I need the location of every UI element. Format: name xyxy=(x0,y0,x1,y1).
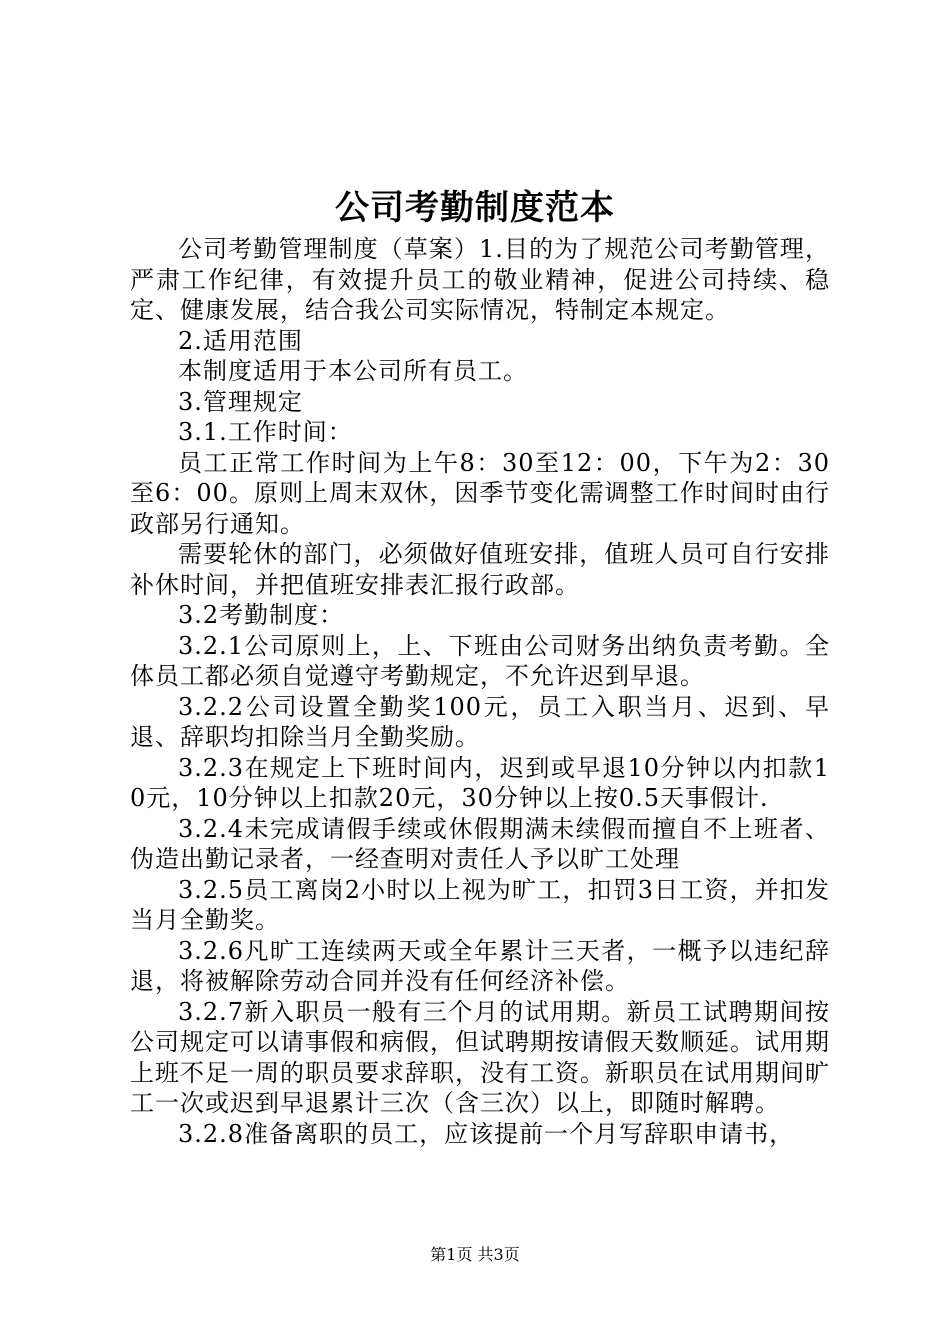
paragraph-rule-3-2-8: 3.2.8准备离职的员工，应该提前一个月写辞职申请书， xyxy=(178,1119,795,1148)
paragraph-scope: 本制度适用于本公司所有员工。 xyxy=(178,357,528,385)
section-heading-attendance: 3.2考勤制度： xyxy=(178,601,345,629)
paragraph-rule-3-2-4: 3.2.4未完成请假手续或休假期满未续假而擅自不上班者、伪造出勤记录者，一经查明对责任人予以旷工处理 xyxy=(130,814,830,873)
page-number-footer: 第1页 共3页 xyxy=(430,1245,520,1264)
paragraph-work-time: 员工正常工作时间为上午8：30至12：00，下午为2：30至6：00。原则上周末双休，因季节变化需调整工作时间时由行政部另行通知。 xyxy=(130,448,830,538)
section-heading-rules: 3.管理规定 xyxy=(178,387,303,416)
paragraph-rule-3-2-3: 3.2.3在规定上下班时间内，迟到或早退10分钟以内扣款10元，10分钟以上扣款20元，30分钟以上按0.5天事假计. xyxy=(130,753,830,812)
document-title: 公司考勤制度范本 xyxy=(335,188,615,228)
paragraph-purpose: 公司考勤管理制度（草案）1.目的为了规范公司考勤管理，严肃工作纪律，有效提升员工的敬业精神，促进公司持续、稳定、健康发展，结合我公司实际情况，特制定本规定。 xyxy=(130,235,830,324)
paragraph-rule-3-2-2: 3.2.2公司设置全勤奖100元，员工入职当月、迟到、早退、辞职均扣除当月全勤奖励。 xyxy=(130,692,830,751)
section-heading-work-time: 3.1.工作时间： xyxy=(178,418,353,446)
paragraph-rule-3-2-6: 3.2.6凡旷工连续两天或全年累计三天者，一概予以违纪辞退，将被解除劳动合同并没有任何经济补偿。 xyxy=(130,936,830,995)
paragraph-rule-3-2-7: 3.2.7新入职员一般有三个月的试用期。新员工试聘期间按公司规定可以请事假和病假，但试聘期按请假天数顺延。试用期上班不足一周的职员要求辞职，没有工资。新职员在试用期间旷工一次或迟到早退累计三次（含三次）以上，即随时解聘。 xyxy=(130,997,830,1117)
paragraph-rule-3-2-1: 3.2.1公司原则上，上、下班由公司财务出纳负责考勤。全体员工都必须自觉遵守考勤规定，不允许迟到早退。 xyxy=(130,631,830,690)
paragraph-rotation: 需要轮休的部门，必须做好值班安排，值班人员可自行安排补休时间，并把值班安排表汇报行政部。 xyxy=(130,540,830,599)
section-heading-scope: 2.适用范围 xyxy=(178,326,303,355)
document-body xyxy=(130,234,830,1149)
paragraph-rule-3-2-5: 3.2.5员工离岗2小时以上视为旷工，扣罚3日工资，并扣发当月全勤奖。 xyxy=(130,875,830,934)
